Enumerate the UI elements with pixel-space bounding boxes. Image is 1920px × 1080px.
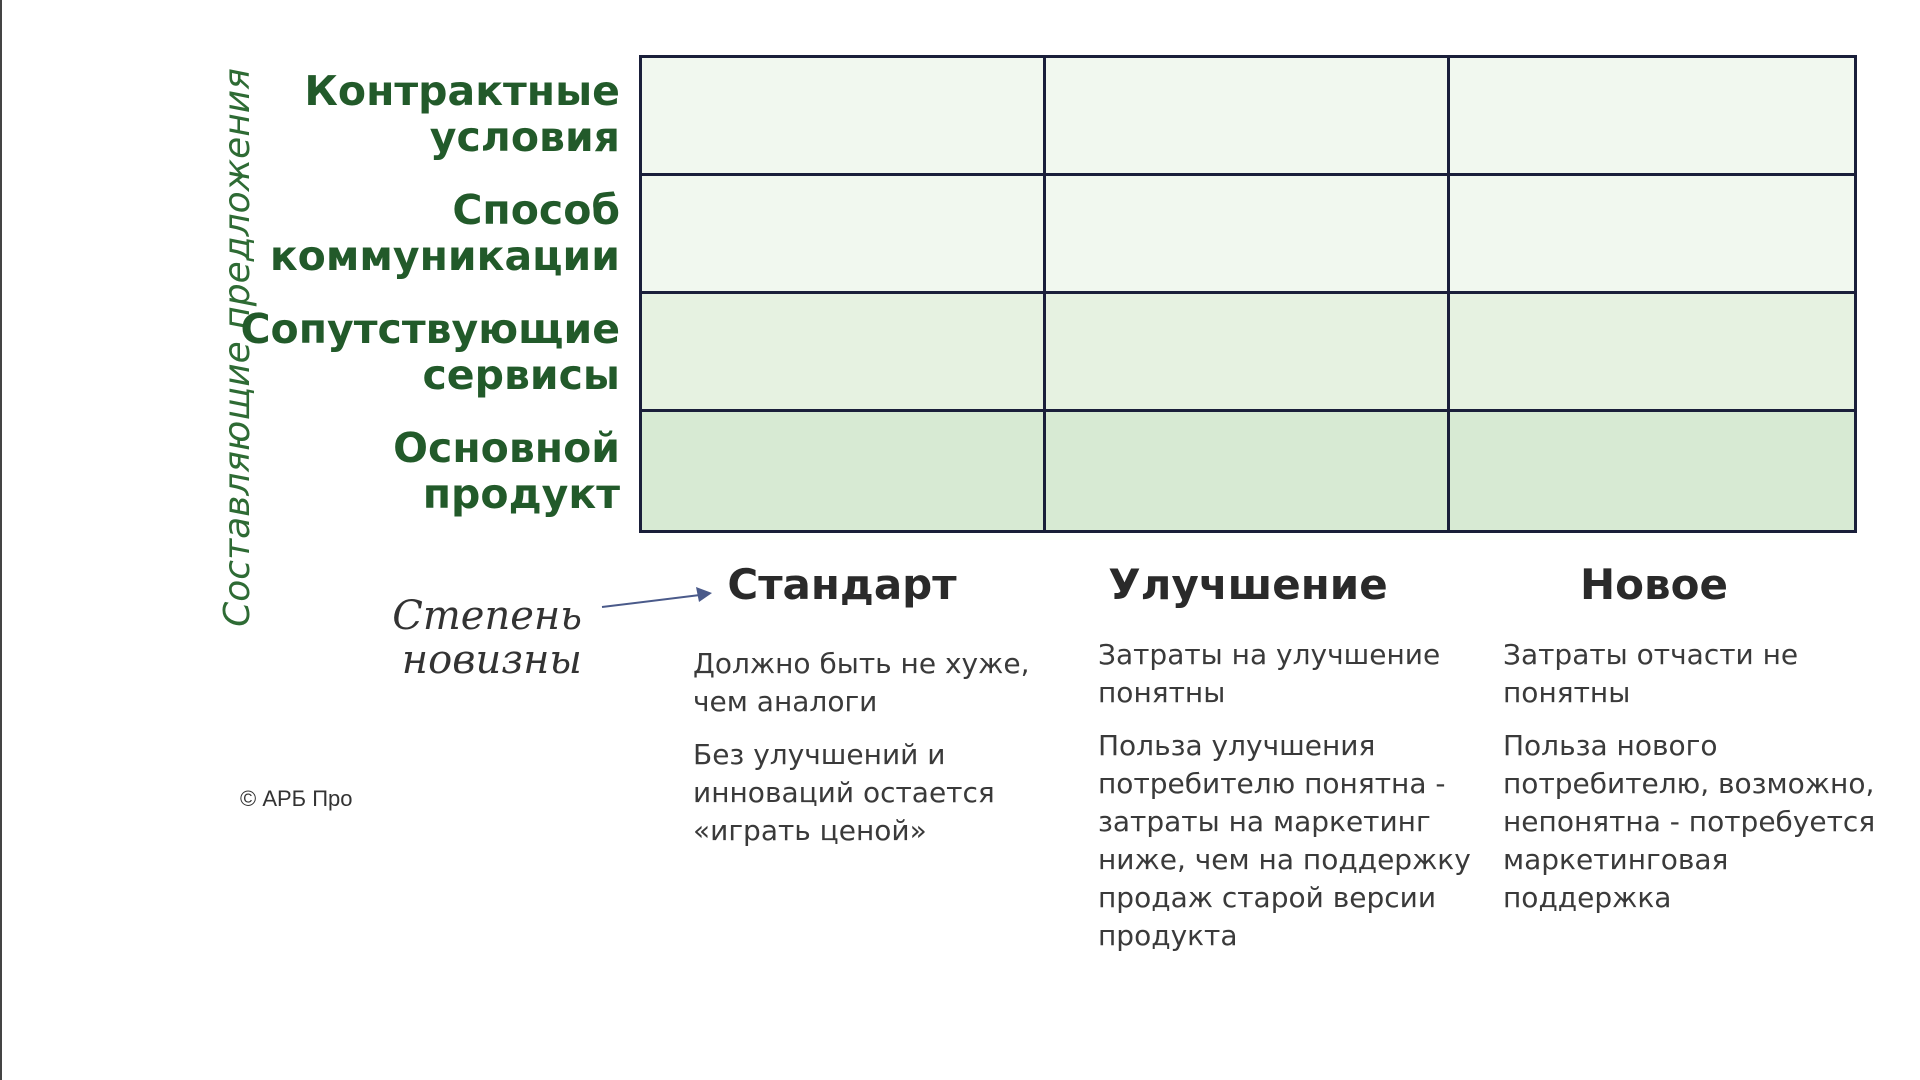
description-paragraph: Должно быть не хуже, чем аналоги (693, 647, 1030, 718)
column-header-improvement: Улучшение (1108, 560, 1388, 609)
row-label-core-product: Основной продукт (393, 424, 620, 518)
row-label-communication: Способ коммуникации (269, 186, 620, 280)
column-description-improvement (1098, 636, 1498, 970)
column-description-standard (693, 645, 1093, 865)
matrix-cell (1046, 58, 1450, 176)
description-paragraph: Польза нового потребителю, возможно, непонятна - потребуется маркетинговая поддержка (1503, 729, 1876, 914)
column-header-new: Новое (1580, 560, 1728, 609)
description-paragraph: Затраты отчасти не понятны (1503, 638, 1799, 709)
matrix-cell (1046, 412, 1450, 530)
matrix-grid (639, 55, 1857, 533)
description-paragraph: Затраты на улучшение понятны (1098, 638, 1441, 709)
row-label-contract-terms: Контрактные условия (304, 67, 620, 161)
matrix-cell (1450, 58, 1854, 176)
row-label-services: Сопутствующие сервисы (240, 305, 620, 399)
column-header-standard: Стандарт (727, 560, 957, 609)
copyright-text: © АРБ Про (240, 786, 353, 811)
matrix-cell (1450, 176, 1854, 294)
matrix-cell (642, 176, 1046, 294)
axis-arrow-icon (600, 585, 716, 611)
matrix-cell (642, 294, 1046, 412)
matrix-cell (1046, 176, 1450, 294)
column-description-new (1503, 636, 1903, 932)
description-paragraph: Без улучшений и инноваций остается «играть ценой» (693, 738, 995, 847)
horizontal-axis-label: Степень новизны (392, 593, 582, 683)
vertical-axis-label: Составляющие предложения (216, 68, 258, 627)
description-paragraph: Польза улучшения потребителю понятна - затраты на маркетинг ниже, чем на поддержку продаж старой версии продукта (1098, 729, 1471, 952)
matrix-cell (1450, 294, 1854, 412)
matrix-cell (642, 58, 1046, 176)
matrix-cell (1046, 294, 1450, 412)
matrix-cell (1450, 412, 1854, 530)
matrix-cell (642, 412, 1046, 530)
